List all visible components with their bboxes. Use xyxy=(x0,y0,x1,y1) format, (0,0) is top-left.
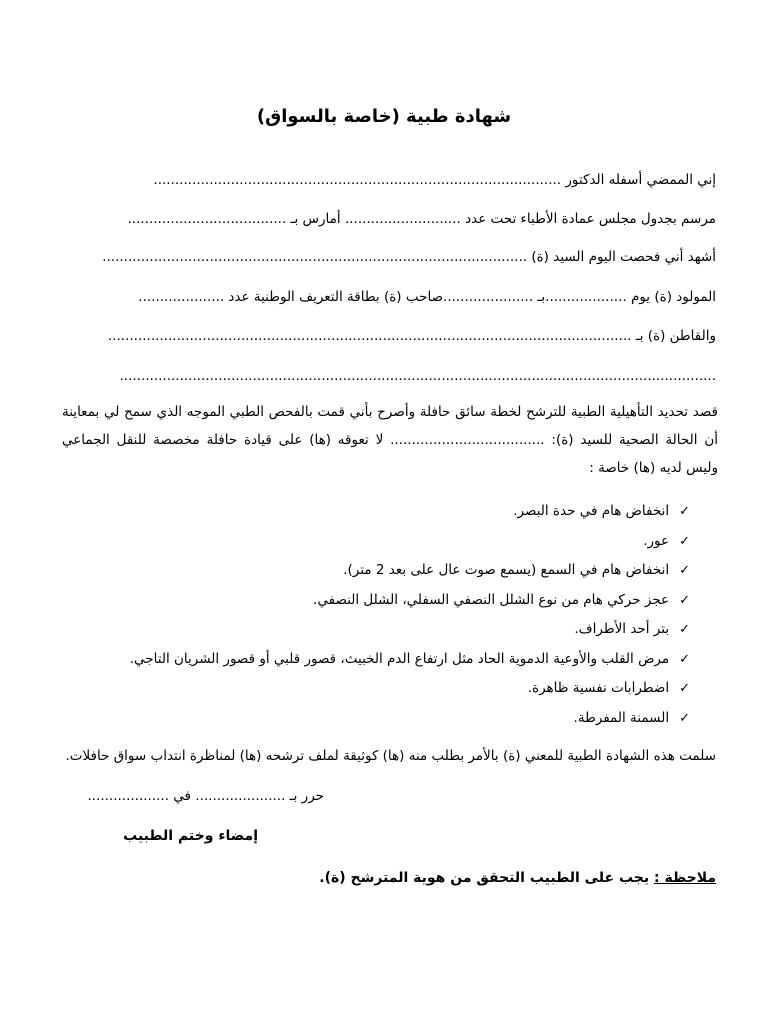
list-item xyxy=(130,615,690,645)
registration-line: مرسم بجدول مجلس عمادة الأطباء تحت عدد ........................... أمارس بـ ..................................... xyxy=(127,211,716,227)
conditions-checklist xyxy=(130,497,690,733)
check-icon: ✓ xyxy=(679,710,690,726)
birth-id-line: المولود (ة) يوم ...................بـ .....................صاحب (ة) بطاقة التعريف الوطنية عدد .................... xyxy=(138,289,716,305)
list-item xyxy=(130,674,690,704)
check-icon: ✓ xyxy=(679,651,690,667)
check-icon: ✓ xyxy=(679,592,690,608)
check-icon: ✓ xyxy=(679,504,690,519)
delivery-statement: سلمت هذه الشهادة الطبية للمعني (ة) بالأمر بطلب منه (ها) كوثيقة لملف ترشحه (ها) لمناظرة انتداب سواق حافلات. xyxy=(65,748,716,764)
list-item-text: عور. xyxy=(643,532,670,549)
doctor-signature-label: إمضاء وختم الطبيب xyxy=(123,828,258,844)
list-item xyxy=(130,556,690,586)
blank-dotted-line: ........................................................................................................................................... xyxy=(119,368,716,384)
residence-line: والقاطن (ة) بـ .......................................................................................................................... xyxy=(107,328,716,344)
examined-line: أشهد أني فحصت اليوم السيد (ة) ................................................................................................... xyxy=(102,249,716,265)
check-icon: ✓ xyxy=(679,563,690,578)
check-icon: ✓ xyxy=(679,533,690,549)
list-item-text: بتر أحد الأطراف. xyxy=(574,621,670,637)
check-icon: ✓ xyxy=(679,622,690,637)
list-item-text: عجز حركي هام من نوع الشلل النصفي السفلي، الشلل النصفي. xyxy=(313,591,670,608)
check-icon: ✓ xyxy=(679,681,690,696)
declaration-paragraph: قصد تحديد التأهيلية الطبية للترشح لخطة سائق حافلة وأصرح بأني قمت بالفحص الطبي الموجه الذي سمح لي بمعاينة أن الحالة الصحية للسيد (ة): .................................... لا تعوقه (ها) على قيادة حافلة مخصصة للنقل الجماعي وليس لديه (ها) خاصة : xyxy=(62,404,718,476)
list-item-text: انخفاض هام في السمع (يسمع صوت عال على بعد 2 متر). xyxy=(343,562,670,578)
list-item xyxy=(130,645,690,675)
list-item xyxy=(130,586,690,616)
document-title: شهادة طبية (خاصة بالسواق) xyxy=(256,106,512,127)
list-item-text: انخفاض هام في حدة البصر. xyxy=(513,503,670,519)
doctor-line: إني الممضي أسفله الدكتور ............................................................................................... xyxy=(153,172,716,188)
list-item xyxy=(130,497,690,527)
note-text: يجب على الطبيب التحقق من هوية المترشح (ة). xyxy=(319,870,650,886)
note-label: ملاحظة : xyxy=(654,870,716,886)
list-item-text: اضطرابات نفسية ظاهرة. xyxy=(527,680,670,696)
list-item xyxy=(130,704,690,734)
list-item-text: السمنة المفرطة. xyxy=(573,709,670,726)
list-item-text: مرض القلب والأوعية الدموية الحاد مثل ارتفاع الدم الخبيث، قصور قلبي أو قصور الشريان التاجي. xyxy=(129,650,670,667)
list-item xyxy=(130,527,690,557)
issued-place-date: حرر بـ ..................... في ................... xyxy=(87,788,324,804)
note xyxy=(319,869,716,887)
